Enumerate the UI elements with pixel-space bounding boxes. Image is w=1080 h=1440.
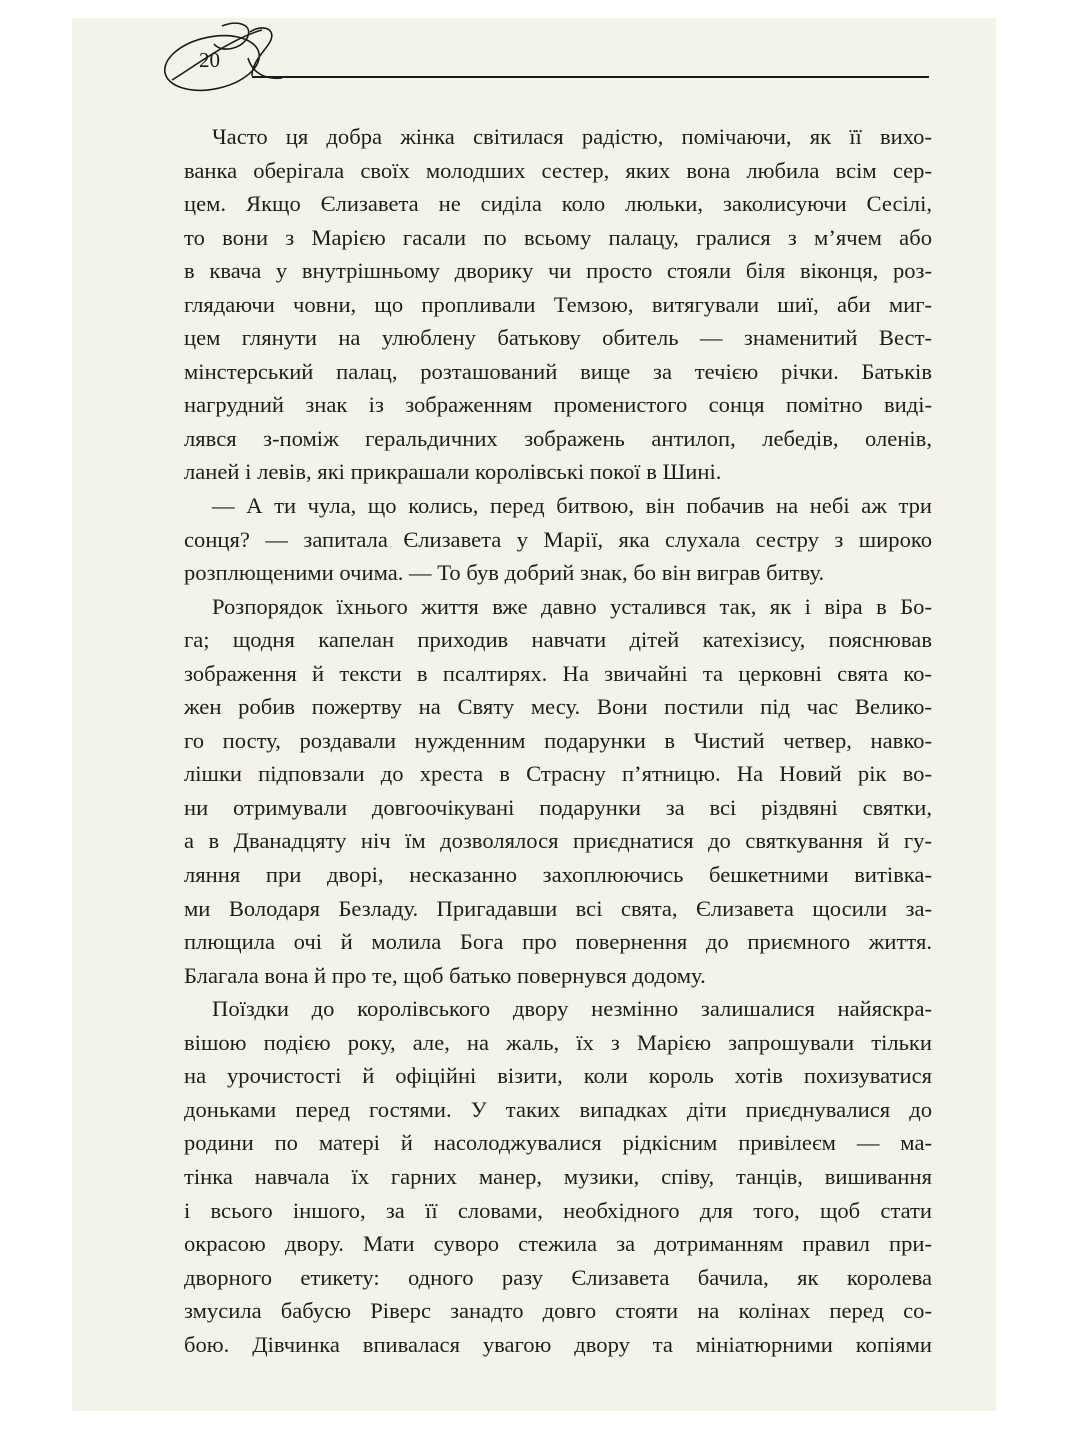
text-line: Благала вона й про те, щоб батько повернувся додому. [184, 962, 706, 988]
header-rule [252, 76, 929, 78]
text-line: Розпорядок їхнього життя вже давно усталився так, як і віра в Бо- [212, 593, 932, 619]
text-line: тінка навчала їх гарних манер, музики, співу, танців, вишивання [184, 1163, 932, 1189]
text-line: лявся з-поміж геральдичних зображень антилоп, лебедів, оленів, [184, 425, 932, 451]
text-line: бою. Дівчинка впивалася увагою двору та мініатюрними копіями [184, 1331, 932, 1357]
text-line: вішою подією року, але, на жаль, їх з Марією запрошували тільки [184, 1029, 932, 1055]
text-line: змусила бабусю Ріверс занадто довго стояти на колінах перед со- [184, 1298, 932, 1324]
text-line: глядаючи човни, що пропливали Темзою, витягували шиї, аби миг- [184, 291, 932, 317]
flourish-ornament-icon [152, 18, 352, 108]
text-line: лішки підповзали до хреста в Страсну п’ятницю. На Новий рік во- [184, 761, 932, 787]
text-line: мінстерський палац, розташований вище за течією річки. Батьків [184, 358, 932, 384]
text-line: ляння при дворі, несказанно захоплюючись бешкетними витівка- [184, 862, 932, 888]
book-page [72, 18, 996, 1411]
text-line: на урочистості й офіційні візити, коли король хотів похизуватися [184, 1063, 932, 1089]
text-line: родини по матері й насолоджувалися рідкісним привілеєм — ма- [184, 1130, 932, 1156]
text-line: сонця? — запитала Єлизавета у Марії, яка слухала сестру з широко [184, 526, 932, 552]
text-line: то вони з Марією гасали по всьому палацу, гралися з м’ячем або [184, 224, 932, 250]
text-line: плющила очі й молила Бога про повернення до приємного життя. [184, 929, 932, 955]
text-line: — А ти чула, що колись, перед битвою, він побачив на небі аж три [212, 493, 932, 519]
page-header [72, 18, 996, 118]
text-line: ланей і левів, які прикрашали королівські покої в Шині. [184, 459, 722, 485]
text-line: доньками перед гостями. У таких випадках діти приєднувалися до [184, 1096, 932, 1122]
body-text [184, 120, 932, 1361]
text-line: а в Дванадцяту ніч їм дозволялося приєднатися до святкування й гу- [184, 828, 932, 854]
text-line: ми Володаря Безладу. Пригадавши всі свята, Єлизавета щосили за- [184, 895, 932, 921]
text-line: окрасою двору. Мати суворо стежила за дотриманням правил при- [184, 1231, 932, 1257]
text-line: цем. Якщо Єлизавета не сиділа коло люльки, заколисуючи Сесілі, [184, 191, 932, 217]
text-line: Поїздки до королівського двору незмінно залишалися найяскра- [212, 996, 932, 1022]
text-line: го посту, роздавали нужденним подарунки в Чистий четвер, навко- [184, 727, 932, 753]
text-line: дворного етикету: одного разу Єлизавета бачила, як королева [184, 1264, 932, 1290]
text-line: жен робив пожертву на Святу месу. Вони постили під час Велико- [184, 694, 932, 720]
text-line: цем глянути на улюблену батькову обитель — знаменитий Вест- [184, 325, 932, 351]
text-line: ванка оберігала своїх молодших сестер, яких вона любила всім сер- [184, 157, 932, 183]
text-line: га; щодня капелан приходив навчати дітей катехізису, пояснював [184, 627, 932, 653]
text-line: ни отримували довгоочікувані подарунки за всі різдвяні святки, [184, 794, 932, 820]
text-line: розплющеними очима. — То був добрий знак, бо він виграв битву. [184, 560, 825, 586]
text-line: і всього іншого, за її словами, необхідного для того, щоб стати [184, 1197, 932, 1223]
text-line: в квача у внутрішньому дворику чи просто стояли біля віконця, роз- [184, 258, 932, 284]
text-line: нагрудний знак із зображенням променистого сонця помітно виді- [184, 392, 932, 418]
page-number: 20 [199, 48, 220, 72]
text-line: Часто ця добра жінка світилася радістю, помічаючи, як її вихо- [212, 124, 932, 149]
text-line: зображення й тексти в псалтирях. На звичайні та церковні свята ко- [184, 660, 932, 686]
